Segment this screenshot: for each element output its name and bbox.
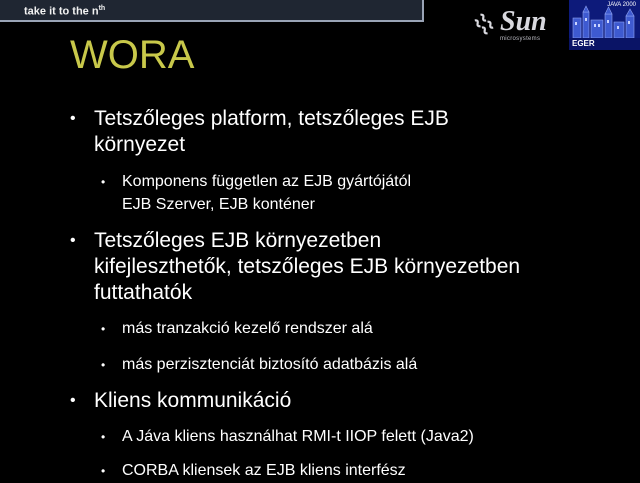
bullet-text-line: más tranzakció kezelő rendszer alá [122, 320, 373, 337]
top-banner [0, 0, 424, 22]
bullet-dot-icon: • [101, 464, 106, 478]
bullet-text-line: más perzisztenciát biztosító adatbázis alá [122, 356, 418, 373]
bullet-dot-icon: • [101, 358, 106, 372]
bullet-text-line: Tetszőleges platform, tetszőleges EJB [94, 107, 449, 130]
bullet-dot-icon: • [70, 392, 76, 409]
bullet-dot-icon: • [101, 322, 106, 336]
sub-bullet-item [101, 170, 411, 216]
bullet-dot-icon: • [70, 232, 76, 249]
tagline: take it to the $n^{th}$ [24, 5, 106, 18]
badge-city: EGER [572, 39, 595, 48]
sun-mark-icon [470, 10, 498, 38]
bullet-text-line: futtathatók [94, 281, 193, 304]
bullet-text-line: Kliens kommunikáció [94, 389, 292, 412]
bullet-dot-icon: • [70, 110, 76, 127]
bullet-text-line: kifejleszthetők, tetszőleges EJB környezetben [94, 255, 521, 278]
bullet-text-line: környezet [94, 133, 186, 156]
bullet-dot-icon: • [101, 175, 106, 189]
sub-bullet-item [101, 425, 474, 448]
sub-bullet-item [101, 353, 417, 376]
sub-bullet-item [101, 317, 373, 340]
badge-year: JAVA 2000 [607, 2, 636, 8]
bullet-text-line: EJB Szerver, EJB konténer [122, 196, 315, 213]
sun-logo [470, 8, 546, 48]
bullet-text-line: CORBA kliensek az EJB kliens interfész [122, 462, 406, 479]
bullet-item [70, 388, 291, 414]
sub-bullet-item [101, 459, 406, 482]
sun-subtext: microsystems [500, 36, 541, 42]
bullet-text-line: Tetszőleges EJB környezetben [94, 229, 382, 252]
bullet-text-line: A Jáva kliens használhat RMI-t IIOP felett (Java2) [122, 428, 474, 445]
slide-title: WORA [70, 33, 195, 77]
bullet-item [70, 228, 520, 306]
bullet-item [70, 106, 449, 158]
bullet-text-line: Komponens független az EJB gyártójától [122, 173, 412, 190]
sun-wordmark: Sun [500, 6, 547, 37]
conference-badge [569, 0, 640, 50]
bullet-dot-icon: • [101, 430, 106, 444]
